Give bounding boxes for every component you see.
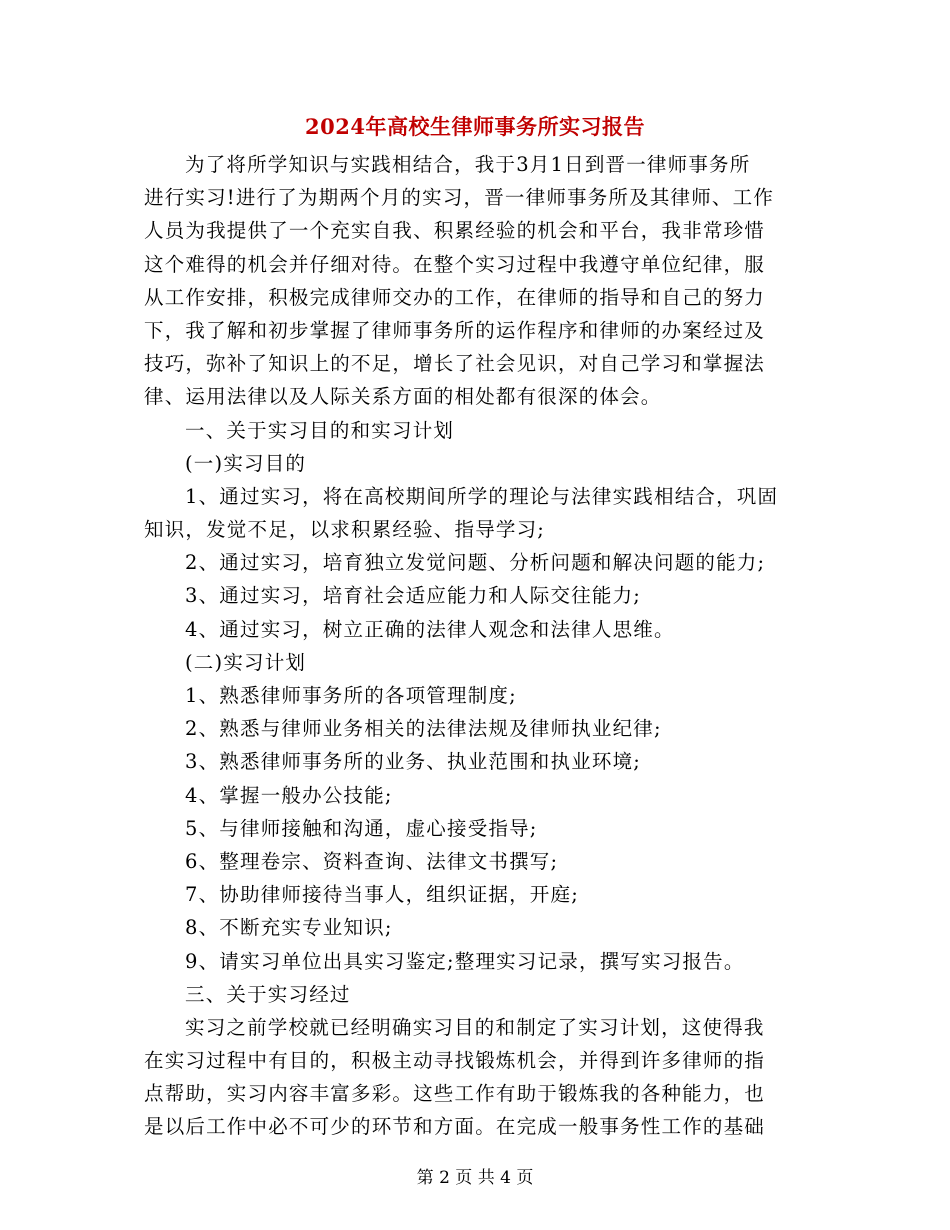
text-line: 3、通过实习，培育社会适应能力和人际交往能力; (185, 584, 642, 608)
document-title: 2024年高校生律师事务所实习报告 (305, 114, 645, 139)
text-line: 为了将所学知识与实践相结合，我于3月1日到晋一律师事务所 (185, 153, 751, 176)
text-line: 点帮助，实习内容丰富多彩。这些工作有助于锻炼我的各种能力，也 (144, 1082, 766, 1106)
text-line: 在实习过程中有目的，积极主动寻找锻炼机会，并得到许多律师的指 (144, 1049, 766, 1073)
text-line: 知识，发觉不足，以求积累经验、指导学习; (144, 518, 546, 542)
text-line: 从工作安排，积极完成律师交办的工作，在律师的指导和自己的努力 (144, 285, 766, 309)
text-line: 1、熟悉律师事务所的各项管理制度; (185, 684, 517, 707)
text-line: 2、熟悉与律师业务相关的法律法规及律师执业纪律; (185, 717, 662, 741)
text-line: 5、与律师接触和沟通，虚心接受指导; (185, 816, 538, 840)
text-line: 9、请实习单位出具实习鉴定;整理实习记录，撰写实习报告。 (185, 949, 745, 973)
text-line: 是以后工作中必不可少的环节和方面。在完成一般事务性工作的基础 (144, 1115, 766, 1139)
text-line: 4、通过实习，树立正确的法律人观念和法律人思维。 (185, 617, 675, 641)
text-line: 6、整理卷宗、资料查询、法律文书撰写; (185, 849, 559, 873)
text-line: 这个难得的机会并仔细对待。在整个实习过程中我遵守单位纪律，服 (144, 252, 766, 276)
text-line: (二)实习计划 (185, 650, 307, 674)
document-body (144, 148, 804, 1144)
page-footer: 第 2 页 共 4 页 (416, 1168, 534, 1188)
text-line: 7、协助律师接待当事人，组织证据，开庭; (185, 883, 579, 907)
text-line: 技巧，弥补了知识上的不足，增长了社会见识，对自己学习和掌握法 (144, 352, 766, 376)
text-line: 2、通过实习，培育独立发觉问题、分析问题和解决问题的能力; (185, 551, 766, 575)
text-line: 实习之前学校就已经明确实习目的和制定了实习计划，这使得我 (185, 1015, 765, 1039)
text-line: 进行实习!进行了为期两个月的实习，晋一律师事务所及其律师、工作 (144, 186, 775, 210)
text-line: 8、不断充实专业知识; (185, 916, 393, 940)
text-line: 人员为我提供了一个充实自我、积累经验的机会和平台，我非常珍惜 (144, 219, 766, 243)
text-line: 4、掌握一般办公技能; (185, 783, 393, 807)
text-line: 1、通过实习，将在高校期间所学的理论与法律实践相结合，巩固 (185, 484, 779, 508)
text-line: 3、熟悉律师事务所的业务、执业范围和执业环境; (185, 750, 642, 774)
text-line: 三、关于实习经过 (185, 982, 351, 1006)
text-line: 一、关于实习目的和实习计划 (185, 418, 455, 442)
text-line: 下，我了解和初步掌握了律师事务所的运作程序和律师的办案经过及 (144, 318, 766, 342)
text-line: (一)实习目的 (185, 451, 307, 475)
text-line: 律、运用法律以及人际关系方面的相处都有很深的体会。 (144, 385, 662, 409)
